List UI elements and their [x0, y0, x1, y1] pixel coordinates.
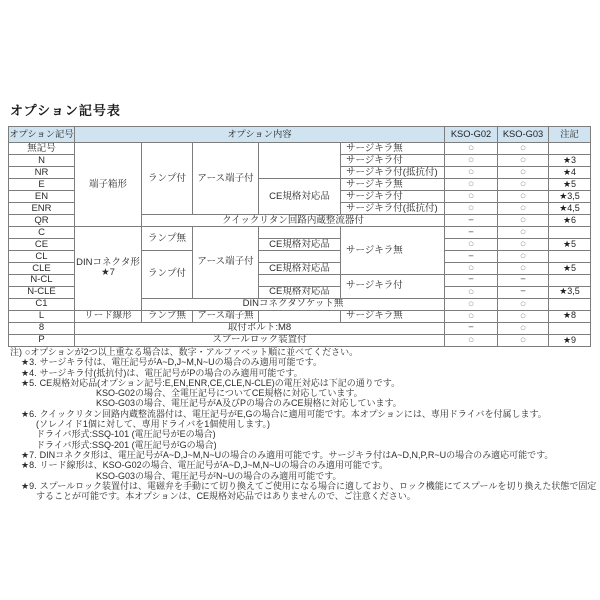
- kso-g03-mark: ○: [498, 334, 549, 346]
- lamp-cell: ランプ付: [142, 143, 193, 215]
- kso-g02-mark: ○: [445, 298, 498, 310]
- header-row: [9, 127, 591, 143]
- footnote-label: ★4.: [21, 367, 37, 378]
- footnote-line: [10, 388, 598, 398]
- table-row: [9, 227, 591, 239]
- earth-terminal-cell: アース端子付: [193, 227, 259, 299]
- footnote-text: ○オプションが2つ以上重なる場合は、数字・アルファベット順に並べてください。: [25, 347, 359, 357]
- kso-g02-mark: ○: [445, 263, 498, 275]
- kso-g02-mark: ○: [445, 286, 498, 298]
- body-type-label: DINコネクタ形: [76, 256, 140, 268]
- footnote-line: [10, 419, 598, 429]
- surge-killer-cell: サージキラ無: [341, 143, 445, 155]
- footnote-label: ★7.: [21, 449, 37, 460]
- footnote-text: ドライバ形式:SSQ-101 (電圧記号がEの場合): [36, 429, 216, 440]
- ce-cell: [259, 310, 341, 322]
- kso-g02-mark: ○: [445, 191, 498, 203]
- note-ref-cell: ★5: [549, 239, 591, 251]
- note-ref-cell: ★3,5: [549, 286, 591, 298]
- kso-g03-mark: ○: [498, 203, 549, 215]
- option-symbol-cell: EN: [9, 191, 75, 203]
- surge-killer-cell: サージキラ無: [341, 310, 445, 322]
- header-option-symbol: オプション記号: [9, 127, 75, 143]
- lamp-cell: ランプ付: [142, 251, 193, 299]
- footnote-line: [10, 460, 598, 470]
- footnote-text: サージキラ付は、電圧記号がA~D,J~M,N~Uの場合のみ適用可能です。: [39, 357, 322, 368]
- kso-g02-mark: ○: [445, 310, 498, 322]
- ce-cell: CE規格対応品: [259, 263, 341, 275]
- footnote-text: サージキラ付(抵抗付)は、電圧記号がPの場合のみ適用可能です。: [39, 367, 303, 378]
- note-ref-cell: ★9: [549, 334, 591, 346]
- kso-g03-mark: ○: [498, 310, 549, 322]
- option-symbol-cell: E: [9, 179, 75, 191]
- footnote-text: KSO-G03の場合、電圧記号がN~Uの場合のみ適用可能です。: [96, 470, 342, 481]
- surge-killer-cell: サージキラ無: [341, 227, 445, 275]
- option-symbol-cell: N: [9, 155, 75, 167]
- kso-g02-mark: ○: [445, 239, 498, 251]
- footnote-line: [10, 429, 598, 439]
- footnote-line: [10, 347, 598, 357]
- option-symbol-cell: C1: [9, 298, 75, 310]
- note-ref-cell: [549, 275, 591, 287]
- header-kso-g02: KSO-G02: [445, 127, 498, 143]
- ce-cell: [259, 143, 341, 179]
- note-ref-cell: ★4,5: [549, 203, 591, 215]
- note-ref-cell: [549, 227, 591, 239]
- footnote-line: [10, 398, 598, 408]
- option-symbol-cell: QR: [9, 215, 75, 227]
- earth-terminal-cell: アース端子無: [193, 310, 259, 322]
- ce-cell: [259, 275, 341, 287]
- option-symbol-cell: 8: [9, 322, 75, 334]
- footnote-text: クイックリタン回路内蔵整流器付は、電圧記号がE,Gの場合に適用可能です。本オプションには、専用ドライバを付属します。: [39, 408, 547, 419]
- footnote-label: ★8.: [21, 460, 37, 471]
- note-ref-cell: ★3: [549, 155, 591, 167]
- note-ref-cell: ★5: [549, 263, 591, 275]
- kso-g02-mark: −: [445, 227, 498, 239]
- footnote-line: [10, 481, 598, 491]
- table-row: [9, 322, 591, 334]
- option-content-span-cell: DINコネクタソケット無: [142, 298, 445, 310]
- option-symbol-cell: CLE: [9, 263, 75, 275]
- footnote-text: DINコネクタ形は、電圧記号がA~D,J~M,N~Uの場合のみ適用可能です。サージキラ付はA~D,N,P,R~Uの場合のみ適応可能です。: [39, 449, 554, 460]
- option-symbol-cell: ENR: [9, 203, 75, 215]
- note-ref-cell: [549, 298, 591, 310]
- kso-g03-mark: ○: [498, 143, 549, 155]
- footnote-text: することが可能です。本オプションは、CE規格対応品ではありませんので、ご注意ください。: [36, 491, 416, 502]
- footnote-line: [10, 368, 598, 378]
- kso-g03-mark: ○: [498, 251, 549, 263]
- note-ref-cell: [549, 322, 591, 334]
- table-row: [9, 334, 591, 346]
- option-content-span-cell: 取付ボルト:M8: [75, 322, 445, 334]
- header-option-content: オプション内容: [75, 127, 445, 143]
- footnote-text: (ソレノイド1個に対して、専用ドライバを1個使用します。): [36, 419, 270, 430]
- option-content-span-cell: スプールロック装置付: [75, 334, 445, 346]
- surge-killer-cell: サージキラ無: [341, 179, 445, 191]
- kso-g03-mark: ○: [498, 227, 549, 239]
- note-ref-cell: ★3,5: [549, 191, 591, 203]
- note-ref-cell: ★8: [549, 310, 591, 322]
- note-ref-cell: [549, 251, 591, 263]
- surge-killer-cell: サージキラ付(抵抗付): [341, 203, 445, 215]
- kso-g03-mark: −: [498, 275, 549, 287]
- footnote-text: リード線形は、KSO-G02の場合、電圧記号がA~D,J~M,N~Uの場合のみ適用可能です。: [39, 460, 389, 471]
- footnote-line: [10, 440, 598, 450]
- option-symbol-cell: N-CLE: [9, 286, 75, 298]
- body-type-cell: [75, 227, 142, 311]
- kso-g03-mark: ○: [498, 155, 549, 167]
- earth-terminal-cell: アース端子付: [193, 143, 259, 215]
- header-kso-g03: KSO-G03: [498, 127, 549, 143]
- body-type-cell: リード線形: [75, 310, 142, 322]
- kso-g02-mark: −: [445, 275, 498, 287]
- footnote-text: ドライバ形式:SSQ-201 (電圧記号がGの場合): [36, 439, 217, 450]
- surge-killer-cell: サージキラ付: [341, 155, 445, 167]
- footnote-label: 注): [10, 347, 22, 357]
- footnote-text: CE規格対応品(オプション記号:E,EN,ENR,CE,CLE,N-CLE)の電圧対応は下記の通りです。: [39, 377, 401, 388]
- footnote-line: [10, 409, 598, 419]
- option-symbol-cell: NR: [9, 167, 75, 179]
- kso-g02-mark: ○: [445, 203, 498, 215]
- footnote-label: ★6.: [21, 408, 37, 419]
- page-title: オプション記号表: [10, 103, 121, 118]
- surge-killer-cell: サージキラ付: [341, 275, 445, 299]
- kso-g03-mark: ○: [498, 263, 549, 275]
- kso-g03-mark: ○: [498, 167, 549, 179]
- kso-g02-mark: −: [445, 322, 498, 334]
- footnote-label: ★9.: [21, 480, 37, 491]
- footnote-label: ★5.: [21, 377, 37, 388]
- kso-g03-mark: ○: [498, 191, 549, 203]
- kso-g02-mark: ○: [445, 334, 498, 346]
- option-symbol-cell: C: [9, 227, 75, 239]
- kso-g03-mark: ○: [498, 322, 549, 334]
- kso-g03-mark: −: [498, 286, 549, 298]
- surge-killer-cell: サージキラ付: [341, 191, 445, 203]
- ce-cell: [259, 227, 341, 239]
- option-symbol-cell: CL: [9, 251, 75, 263]
- kso-g02-mark: ○: [445, 143, 498, 155]
- ce-cell: CE規格対応品: [259, 179, 341, 215]
- footnote-line: [10, 471, 598, 481]
- option-symbol-cell: 無記号: [9, 143, 75, 155]
- footnote-line: [10, 378, 598, 388]
- footnote-text: KSO-G03の場合、電圧記号がA及びPの場合のみCE規格に対応しています。: [96, 398, 402, 409]
- note-ref-cell: ★4: [549, 167, 591, 179]
- option-symbol-cell: CE: [9, 239, 75, 251]
- lamp-cell: ランプ無: [142, 227, 193, 251]
- kso-g03-mark: ○: [498, 179, 549, 191]
- kso-g02-mark: −: [445, 251, 498, 263]
- kso-g02-mark: ○: [445, 179, 498, 191]
- footnote-line: [10, 491, 598, 501]
- kso-g03-mark: ○: [498, 298, 549, 310]
- footnote-text: スプールロック装置付は、電磁弁を手動にて切り換えてご使用になる場合に適しており、ロック機能にてスプールを切り換えた状態で固定: [39, 480, 597, 491]
- option-content-span-cell: クイックリタン回路内蔵整流器付: [142, 215, 445, 227]
- table-row: [9, 310, 591, 322]
- option-symbol-cell: L: [9, 310, 75, 322]
- footnotes: [10, 347, 598, 501]
- kso-g02-mark: ○: [445, 167, 498, 179]
- ce-cell: CE規格対応品: [259, 286, 341, 298]
- body-type-cell: 端子箱形: [75, 143, 142, 227]
- kso-g02-mark: −: [445, 215, 498, 227]
- footnote-line: [10, 450, 598, 460]
- note-ref-cell: ★6: [549, 215, 591, 227]
- option-symbol-table: [8, 126, 591, 347]
- option-symbol-cell: P: [9, 334, 75, 346]
- footnote-line: [10, 357, 598, 367]
- kso-g02-mark: ○: [445, 155, 498, 167]
- kso-g03-mark: ○: [498, 239, 549, 251]
- lamp-cell: ランプ無: [142, 310, 193, 322]
- body-type-note-ref: ★7: [101, 267, 115, 279]
- option-symbol-cell: N-CL: [9, 275, 75, 287]
- note-ref-cell: ★5: [549, 179, 591, 191]
- kso-g03-mark: ○: [498, 215, 549, 227]
- footnote-text: KSO-G02の場合、全電圧記号についてCE規格に対応しています。: [96, 388, 363, 399]
- table-row: [9, 143, 591, 155]
- header-note: 注記: [549, 127, 591, 143]
- surge-killer-cell: サージキラ付(抵抗付): [341, 167, 445, 179]
- ce-cell: CE規格対応品: [259, 239, 341, 251]
- footnote-label: ★3.: [21, 357, 37, 368]
- note-ref-cell: [549, 143, 591, 155]
- ce-cell: [259, 251, 341, 263]
